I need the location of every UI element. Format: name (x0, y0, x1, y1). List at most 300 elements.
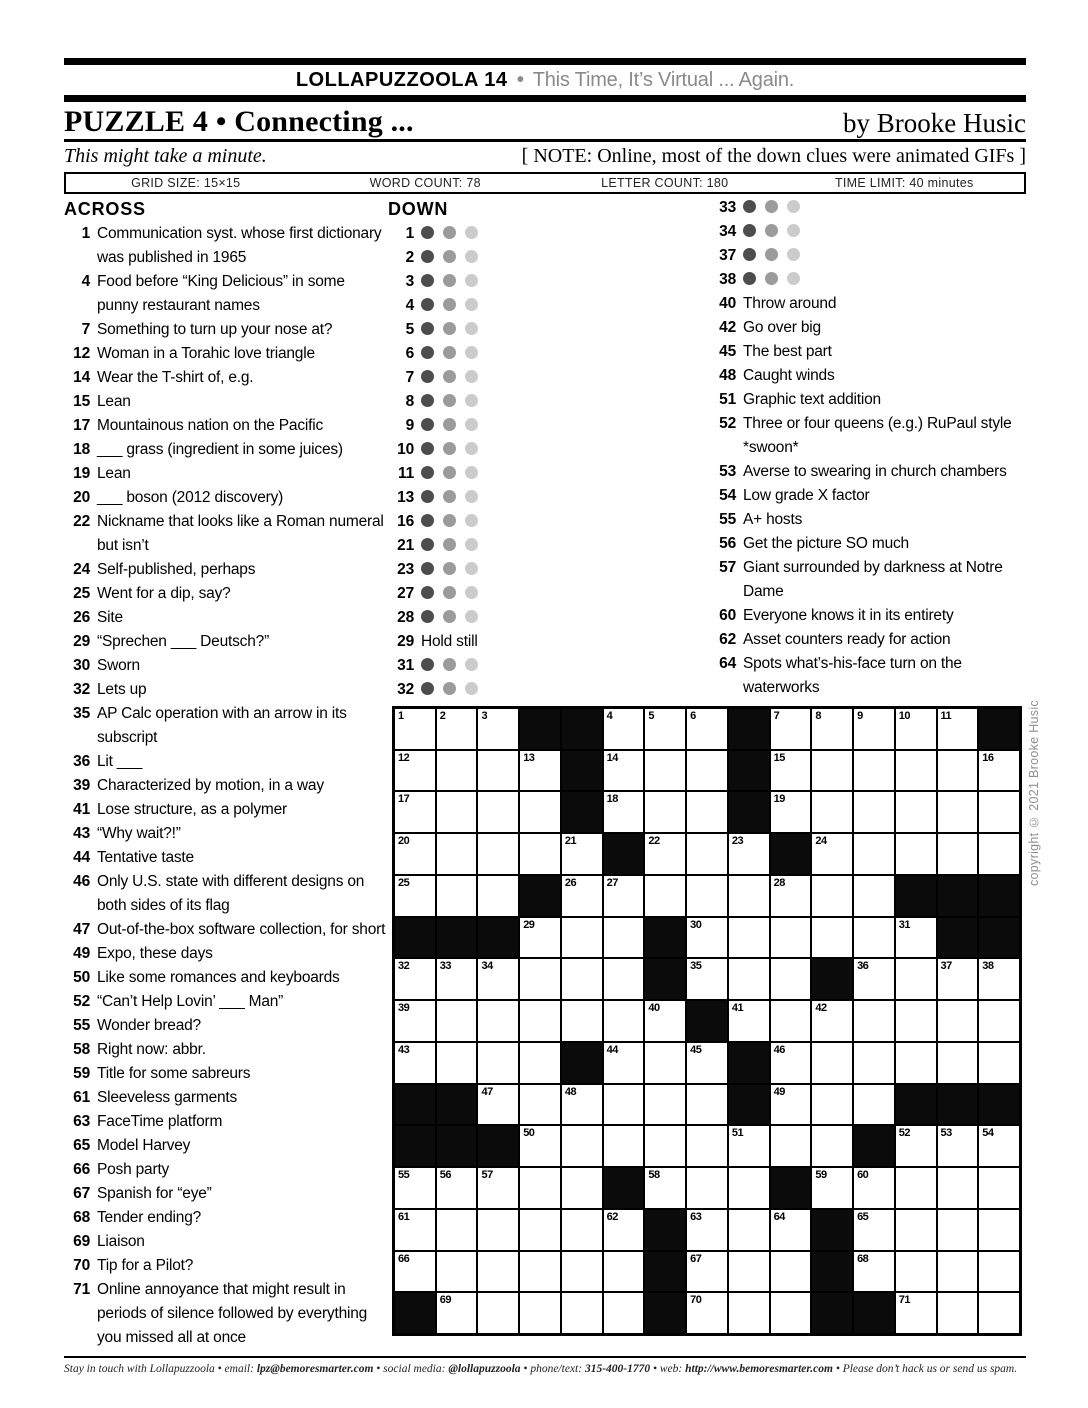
grid-cell[interactable] (896, 792, 936, 832)
clue-number: 49 (73, 945, 90, 962)
grid-cell[interactable] (645, 1126, 685, 1166)
grid-cell[interactable] (896, 834, 936, 874)
grid-cell (437, 1126, 477, 1166)
grid-cell[interactable] (687, 1126, 727, 1166)
clue-text: Hold still (421, 633, 478, 650)
grid-cell[interactable] (812, 1085, 852, 1125)
gif-dot (465, 442, 478, 455)
clue-text: Get the picture SO much (743, 535, 909, 552)
cell-number: 45 (690, 1043, 702, 1056)
grid-cell[interactable] (854, 1252, 894, 1292)
clue-text: Low grade X factor (743, 487, 870, 504)
grid-cell (395, 1085, 435, 1125)
clue-item (388, 558, 566, 582)
stat-item: GRID SIZE: 15×15 (131, 176, 241, 190)
clue-text: Right now: abbr. (97, 1041, 206, 1058)
grid-cell[interactable] (938, 792, 978, 832)
grid-cell[interactable] (729, 918, 769, 958)
clue-number: 65 (73, 1137, 90, 1154)
grid-cell[interactable] (645, 709, 685, 749)
grid-cell[interactable] (771, 1210, 811, 1250)
gif-dot (765, 272, 778, 285)
grid-cell[interactable] (687, 1210, 727, 1250)
clue-item (64, 414, 387, 438)
grid-cell[interactable] (478, 1043, 518, 1083)
clue-number: 50 (73, 969, 90, 986)
grid-cell[interactable] (478, 1252, 518, 1292)
grid-cell[interactable] (938, 1168, 978, 1208)
grid-cell[interactable] (520, 1126, 560, 1166)
grid-cell[interactable] (520, 1252, 560, 1292)
clue-number: 48 (719, 367, 736, 384)
grid-cell[interactable] (520, 959, 560, 999)
clue-number: 41 (73, 801, 90, 818)
clue-item (388, 318, 566, 342)
clue-number: 64 (719, 655, 736, 672)
grid-cell[interactable] (562, 876, 602, 916)
grid-cell[interactable] (812, 751, 852, 791)
grid-cell[interactable] (395, 1210, 435, 1250)
grid-cell[interactable] (437, 1168, 477, 1208)
grid-cell[interactable] (687, 918, 727, 958)
cell-number: 35 (690, 960, 702, 973)
cell-number: 54 (982, 1127, 994, 1140)
cell-number: 12 (398, 751, 410, 764)
grid-cell[interactable] (979, 1126, 1019, 1166)
grid-cell[interactable] (604, 1001, 644, 1041)
grid-cell[interactable] (395, 959, 435, 999)
clue-text: Liaison (97, 1233, 145, 1250)
grid-cell[interactable] (520, 1293, 560, 1333)
grid-cell[interactable] (604, 1043, 644, 1083)
clue-number: 68 (73, 1209, 90, 1226)
grid-cell[interactable] (395, 1252, 435, 1292)
grid-cell[interactable] (979, 1210, 1019, 1250)
grid-cell[interactable] (854, 1210, 894, 1250)
grid-cell[interactable] (687, 1043, 727, 1083)
grid-cell (562, 709, 602, 749)
gif-dot (465, 250, 478, 263)
grid-cell[interactable] (562, 1168, 602, 1208)
grid-cell[interactable] (854, 1168, 894, 1208)
grid-cell[interactable] (645, 1168, 685, 1208)
down-header: DOWN (388, 199, 449, 219)
clue-number: 60 (719, 607, 736, 624)
grid-cell[interactable] (687, 834, 727, 874)
cell-number: 26 (564, 876, 577, 889)
grid-cell[interactable] (520, 1085, 560, 1125)
grid-cell[interactable] (896, 959, 936, 999)
grid-cell[interactable] (854, 959, 894, 999)
grid-cell[interactable] (771, 1293, 811, 1333)
grid-cell[interactable] (938, 1293, 978, 1333)
grid-cell[interactable] (979, 959, 1019, 999)
clue-number: 20 (73, 489, 90, 506)
clue-number: 33 (719, 199, 736, 216)
clue-item (388, 246, 566, 270)
title-rule (64, 139, 1026, 142)
gif-clue-placeholder (421, 654, 566, 678)
grid-cell[interactable] (520, 792, 560, 832)
gif-dot (421, 658, 434, 671)
gif-dot (465, 298, 478, 311)
clue-item (388, 630, 566, 654)
grid-cell[interactable] (729, 834, 769, 874)
grid-cell[interactable] (645, 834, 685, 874)
grid-cell[interactable] (520, 1043, 560, 1083)
grid-cell[interactable] (604, 709, 644, 749)
cell-number: 4 (606, 710, 613, 722)
grid-cell[interactable] (896, 751, 936, 791)
grid-cell[interactable] (478, 959, 518, 999)
grid-cell[interactable] (604, 1252, 644, 1292)
grid-cell[interactable] (395, 751, 435, 791)
grid-cell[interactable] (520, 834, 560, 874)
grid-cell[interactable] (604, 876, 644, 916)
grid-cell[interactable] (938, 1126, 978, 1166)
cell-number: 53 (940, 1127, 952, 1140)
clue-item (64, 1278, 387, 1350)
grid-cell[interactable] (896, 709, 936, 749)
grid-cell[interactable] (979, 792, 1019, 832)
grid-cell[interactable] (771, 1043, 811, 1083)
grid-cell[interactable] (771, 709, 811, 749)
grid-cell[interactable] (604, 1126, 644, 1166)
clue-number: 15 (73, 393, 90, 410)
grid-cell[interactable] (938, 709, 978, 749)
grid-cell[interactable] (562, 1210, 602, 1250)
cell-number: 38 (982, 960, 994, 973)
grid-cell[interactable] (771, 1001, 811, 1041)
footer-segment: • social media: (373, 1363, 449, 1375)
clue-number: 43 (73, 825, 90, 842)
clue-text: Tentative taste (97, 849, 194, 866)
grid-cell[interactable] (979, 1001, 1019, 1041)
grid-cell[interactable] (437, 959, 477, 999)
grid-cell[interactable] (604, 751, 644, 791)
grid-cell[interactable] (812, 709, 852, 749)
clue-number: 3 (405, 273, 414, 290)
grid-cell[interactable] (478, 834, 518, 874)
grid-cell[interactable] (395, 834, 435, 874)
clue-text: Title for some sabreurs (97, 1065, 251, 1082)
title-row (64, 102, 1026, 139)
grid-cell[interactable] (645, 1085, 685, 1125)
gif-dot (787, 200, 800, 213)
cell-number: 55 (398, 1169, 410, 1182)
grid-cell[interactable] (687, 751, 727, 791)
clue-number: 55 (719, 511, 736, 528)
grid-cell[interactable] (854, 709, 894, 749)
gif-dot (421, 586, 434, 599)
grid-cell[interactable] (729, 1210, 769, 1250)
grid-cell[interactable] (979, 1168, 1019, 1208)
grid-cell[interactable] (729, 1126, 769, 1166)
grid-cell[interactable] (896, 1126, 936, 1166)
grid-cell[interactable] (520, 751, 560, 791)
clue-number: 14 (73, 369, 90, 386)
grid-cell[interactable] (938, 751, 978, 791)
grid-cell[interactable] (395, 709, 435, 749)
grid-cell[interactable] (478, 1210, 518, 1250)
grid-cell[interactable] (812, 792, 852, 832)
grid-cell (729, 1085, 769, 1125)
grid-cell[interactable] (938, 1001, 978, 1041)
grid-cell[interactable] (979, 751, 1019, 791)
cell-number: 9 (857, 710, 863, 722)
clue-item (64, 366, 387, 390)
clue-item (388, 654, 566, 678)
grid-cell[interactable] (896, 1001, 936, 1041)
grid-cell[interactable] (938, 959, 978, 999)
grid-cell[interactable] (687, 709, 727, 749)
grid-cell[interactable] (395, 1001, 435, 1041)
grid-cell[interactable] (562, 918, 602, 958)
grid-cell[interactable] (979, 1293, 1019, 1333)
grid-cell[interactable] (687, 1168, 727, 1208)
clue-item (708, 388, 1030, 412)
grid-cell[interactable] (395, 1043, 435, 1083)
clue-number: 56 (719, 535, 736, 552)
clue-number: 62 (719, 631, 736, 648)
grid-cell[interactable] (979, 1043, 1019, 1083)
clue-item (64, 270, 387, 318)
grid-cell[interactable] (896, 1252, 936, 1292)
gif-dot (787, 272, 800, 285)
grid-cell[interactable] (854, 918, 894, 958)
grid-cell[interactable] (854, 751, 894, 791)
grid-cell[interactable] (437, 792, 477, 832)
top-rule (64, 58, 1026, 65)
cell-number: 58 (648, 1169, 660, 1182)
grid-cell[interactable] (854, 792, 894, 832)
across-clue-list (64, 222, 387, 1350)
grid-cell[interactable] (478, 1293, 518, 1333)
grid-cell[interactable] (437, 1043, 477, 1083)
grid-cell[interactable] (896, 1043, 936, 1083)
grid-cell[interactable] (562, 1085, 602, 1125)
grid-cell[interactable] (729, 876, 769, 916)
grid-cell[interactable] (478, 751, 518, 791)
grid-cell[interactable] (771, 918, 811, 958)
cell-number: 20 (398, 835, 410, 848)
grid-cell[interactable] (645, 1043, 685, 1083)
grid-cell[interactable] (854, 1001, 894, 1041)
gif-clue-placeholder (421, 438, 566, 462)
clue-number: 6 (405, 345, 414, 362)
clue-text: “Why wait?!” (97, 825, 181, 842)
clue-text: Spots what’s-his-face turn on the waterworks (743, 655, 962, 696)
grid-cell[interactable] (437, 876, 477, 916)
clue-number: 34 (719, 223, 736, 240)
grid-cell[interactable] (979, 1252, 1019, 1292)
grid-cell[interactable] (729, 1293, 769, 1333)
grid-cell[interactable] (771, 751, 811, 791)
grid-cell[interactable] (896, 918, 936, 958)
clue-text: Nickname that looks like a Roman numeral but isn’t (97, 513, 384, 554)
gif-clue-placeholder (743, 196, 1030, 220)
grid-cell (687, 1001, 727, 1041)
grid-cell (979, 918, 1019, 958)
grid-cell[interactable] (687, 1293, 727, 1333)
grid-cell[interactable] (604, 792, 644, 832)
grid-cell[interactable] (771, 792, 811, 832)
grid-cell[interactable] (771, 959, 811, 999)
clue-number: 27 (397, 585, 414, 602)
gif-dot (421, 322, 434, 335)
grid-cell[interactable] (562, 1252, 602, 1292)
grid-cell[interactable] (562, 834, 602, 874)
clue-number: 38 (719, 271, 736, 288)
grid-cell[interactable] (938, 1043, 978, 1083)
grid-cell[interactable] (604, 1085, 644, 1125)
grid-cell[interactable] (437, 751, 477, 791)
grid-cell[interactable] (437, 1293, 477, 1333)
grid-cell[interactable] (687, 792, 727, 832)
grid-cell[interactable] (437, 834, 477, 874)
grid-cell[interactable] (395, 876, 435, 916)
grid-cell[interactable] (562, 1293, 602, 1333)
gif-dot (421, 394, 434, 407)
grid-cell[interactable] (771, 1252, 811, 1292)
footer-segment: • Please don’t hack us or send us spam. (832, 1363, 1018, 1375)
grid-cell[interactable] (478, 1168, 518, 1208)
grid-cell[interactable] (562, 1126, 602, 1166)
cell-number: 7 (773, 710, 780, 722)
footer-segment: • phone/text: (520, 1363, 585, 1375)
grid-cell[interactable] (478, 1085, 518, 1125)
grid-cell[interactable] (687, 959, 727, 999)
clue-number: 57 (719, 559, 736, 576)
grid-cell[interactable] (896, 1168, 936, 1208)
grid-cell[interactable] (687, 876, 727, 916)
grid-cell[interactable] (896, 1210, 936, 1250)
grid-cell[interactable] (938, 834, 978, 874)
grid-cell[interactable] (729, 1252, 769, 1292)
clue-number: 5 (405, 321, 414, 338)
grid-cell[interactable] (729, 959, 769, 999)
grid-cell[interactable] (645, 792, 685, 832)
cell-number: 64 (773, 1210, 785, 1223)
grid-cell[interactable] (938, 1252, 978, 1292)
grid-cell[interactable] (520, 1001, 560, 1041)
grid-cell[interactable] (395, 1168, 435, 1208)
grid-cell[interactable] (645, 876, 685, 916)
grid-cell[interactable] (520, 1168, 560, 1208)
grid-cell[interactable] (395, 792, 435, 832)
grid-cell[interactable] (645, 751, 685, 791)
grid-cell[interactable] (562, 959, 602, 999)
grid-cell[interactable] (771, 1085, 811, 1125)
grid-cell[interactable] (604, 1210, 644, 1250)
grid-cell (520, 709, 560, 749)
grid-cell[interactable] (478, 1001, 518, 1041)
clue-number: 53 (719, 463, 736, 480)
grid-cell[interactable] (938, 1210, 978, 1250)
grid-cell[interactable] (604, 918, 644, 958)
grid-cell[interactable] (437, 1210, 477, 1250)
clue-number: 1 (81, 225, 90, 242)
gif-dot (465, 418, 478, 431)
cell-number: 68 (857, 1252, 869, 1265)
grid-cell[interactable] (437, 1252, 477, 1292)
grid-cell[interactable] (645, 1001, 685, 1041)
clue-text: Posh party (97, 1161, 170, 1178)
grid-cell (771, 1168, 811, 1208)
cell-number: 66 (398, 1252, 410, 1265)
clue-number: 52 (719, 415, 736, 432)
clue-text: Went for a dip, say? (97, 585, 231, 602)
grid-cell[interactable] (896, 1293, 936, 1333)
cell-number: 56 (439, 1169, 451, 1182)
down-clue-list-2 (708, 196, 1030, 700)
clue-item (64, 846, 387, 870)
copyright-notice: copyright © 2021 Brooke Husic (1027, 700, 1041, 886)
clue-item (388, 606, 566, 630)
grid-cell[interactable] (812, 876, 852, 916)
gif-dot (465, 658, 478, 671)
grid-cell[interactable] (812, 1043, 852, 1083)
grid-cell[interactable] (729, 1168, 769, 1208)
grid-cell[interactable] (437, 1001, 477, 1041)
grid-cell[interactable] (478, 709, 518, 749)
gif-dot (421, 370, 434, 383)
gif-dot (443, 538, 456, 551)
grid-cell[interactable] (687, 1085, 727, 1125)
grid-cell[interactable] (478, 876, 518, 916)
grid-cell[interactable] (979, 834, 1019, 874)
grid-cell[interactable] (812, 1001, 852, 1041)
grid-cell[interactable] (604, 959, 644, 999)
grid-cell[interactable] (854, 1043, 894, 1083)
grid-cell[interactable] (478, 792, 518, 832)
cell-number: 1 (398, 710, 404, 722)
clue-number: 23 (397, 561, 414, 578)
footer-segment: lpz@bemoresmarter.com (256, 1363, 374, 1375)
grid-cell[interactable] (771, 1126, 811, 1166)
clue-number: 4 (405, 297, 414, 314)
grid-cell (812, 1252, 852, 1292)
grid-cell[interactable] (812, 918, 852, 958)
page-title: PUZZLE 4 • Connecting ... (64, 105, 414, 138)
clue-number: 13 (397, 489, 414, 506)
grid-cell[interactable] (854, 834, 894, 874)
grid-cell[interactable] (687, 1252, 727, 1292)
footer-rule (64, 1356, 1026, 1358)
clue-text: Throw around (743, 295, 837, 312)
cell-number: 25 (398, 876, 410, 889)
grid-cell[interactable] (771, 876, 811, 916)
grid-cell[interactable] (812, 1168, 852, 1208)
grid-cell[interactable] (604, 1293, 644, 1333)
clue-number: 59 (73, 1065, 90, 1082)
grid-cell (896, 1085, 936, 1125)
grid-cell (604, 1168, 644, 1208)
grid-cell[interactable] (854, 1085, 894, 1125)
gif-clue-placeholder (421, 606, 566, 630)
grid-cell[interactable] (812, 1126, 852, 1166)
grid-cell[interactable] (812, 834, 852, 874)
cell-number: 28 (773, 876, 785, 889)
cell-number: 48 (564, 1085, 577, 1098)
grid-cell[interactable] (520, 918, 560, 958)
grid-cell[interactable] (854, 876, 894, 916)
grid-cell[interactable] (437, 709, 477, 749)
grid-cell[interactable] (520, 1210, 560, 1250)
grid-cell[interactable] (562, 1001, 602, 1041)
cell-number: 17 (398, 793, 410, 806)
grid-cell[interactable] (729, 1001, 769, 1041)
